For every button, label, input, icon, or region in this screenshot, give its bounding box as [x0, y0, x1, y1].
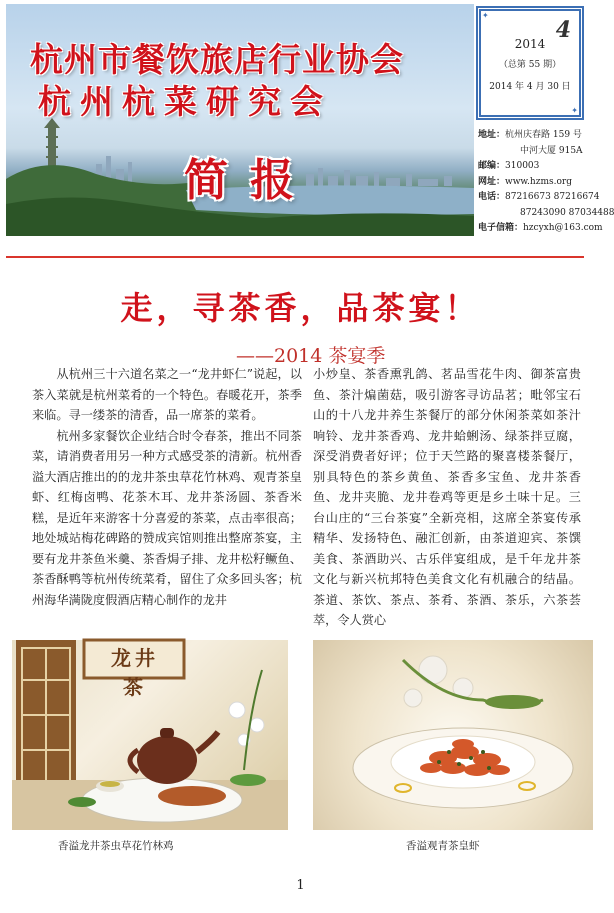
address-line-2: 中河大厦 915A	[520, 145, 583, 156]
page-number: 1	[296, 878, 305, 893]
issue-year: 2014	[514, 37, 546, 51]
tea-sign-text: 龙井茶	[111, 646, 159, 699]
email-label: 电子信箱：	[478, 223, 524, 233]
org-name-secondary: 杭州杭菜研究会	[38, 82, 332, 121]
photo-caption-shrimp: 香溢观青茶皇虾	[406, 840, 480, 852]
article-subheadline: ——2014 茶宴季	[236, 345, 386, 367]
article-column-right	[313, 364, 581, 631]
website-link[interactable]: www.hzms.org	[505, 176, 572, 187]
article-headline: 走，寻茶香，品茶宴！	[120, 289, 481, 327]
phone-label: 电话：	[478, 192, 506, 202]
issue-total-number: （总第 55 期）	[498, 60, 562, 70]
star-ornament-icon: ✦	[571, 106, 578, 115]
postcode-value: 310003	[505, 161, 540, 171]
issue-number: 4	[555, 17, 571, 43]
address-line-1: 杭州庆春路 159 号	[505, 130, 582, 140]
bulletin-title: 简报	[184, 155, 316, 206]
phone-numbers-2: 87243090 87034488	[520, 207, 614, 218]
email-row	[478, 221, 614, 237]
header-divider	[6, 256, 584, 258]
phone-numbers-1: 87216673 87216674	[505, 192, 600, 202]
article-paragraph: 杭州多家餐饮企业结合时令春茶，推出不同茶菜，请消费者用另一种方式感受茶的清新。杭州香溢大酒店推出的的龙井茶虫草花竹林鸡、观青茶皇虾、红梅卤鸭、花茶木耳、龙井茶汤圆、茶香米糕，是近年来游客十分喜爱的茶菜，点击率很高；地处城站梅花碑路的赞成宾馆则推出整席茶宴，主要有龙井茶鱼米羹、茶香焗子排、龙井松籽鳜鱼、茶香酥鸭等杭州传统菜肴，留住了众多回头客；杭州海华满陇度假酒店精心制作的龙井	[32, 428, 302, 607]
dish-photo-shrimp	[313, 640, 593, 830]
postcode-row	[478, 159, 614, 175]
shrimp-plate-illustration	[313, 640, 593, 830]
phone-row-2	[478, 206, 614, 222]
article-paragraph: 小炒皇、茶香熏乳鸽、茗品雪花牛肉、御茶富贵鱼、茶汁煸菌菇，吸引游客寻访品茗；毗邻宝石山的十八龙井养生茶餐厅的部分休闲茶菜如茶汁响铃、龙井茶香鸡、龙井蛤蜊汤、绿茶拌豆腐，深受消费者好评；位于天竺路的聚喜楼茶餐厅，别具特色的茶乡黄鱼、茶香多宝鱼、龙井茶香鱼、龙井夹脆、龙井卷鸡等更是乡土味十足。三台山庄的“三台茶宴”全新亮相，这席全茶宴传承精华、发扬特色、融汇创新，由茶道迎宾、茶馔美食、茶酒助兴、古乐伴宴组成，是千年龙井茶文化与新兴杭邦特色美食文化有机融合的结晶。茶道、茶饮、茶点、茶肴、茶酒、茶乐，六茶荟萃，令人赏心	[313, 367, 581, 627]
address-row-2	[478, 144, 614, 160]
header-banner	[6, 4, 474, 236]
article-paragraph: 从杭州三十六道名菜之一“龙井虾仁”说起，以茶入菜就是杭州菜肴的一个特色。春暖花开，茶季来临。寻一缕茶的清香，品一席茶的菜肴。	[32, 367, 302, 422]
email-link[interactable]: hzcyxh@163.com	[523, 223, 603, 233]
website-label: 网址：	[478, 176, 506, 187]
org-name-primary: 杭州市餐饮旅店行业协会	[30, 40, 404, 79]
dish-photo-chicken	[12, 640, 288, 830]
issue-date: 2014 年 4 月 30 日	[489, 82, 571, 92]
postcode-label: 邮编：	[478, 161, 506, 171]
phone-row	[478, 190, 614, 206]
address-row	[478, 128, 614, 144]
article-column-left	[32, 364, 302, 610]
website-row	[478, 175, 614, 191]
star-ornament-icon: ✦	[482, 11, 489, 20]
address-label: 地址：	[478, 130, 506, 140]
contact-info	[478, 128, 614, 237]
issue-info-box	[476, 6, 584, 120]
photo-caption-chicken: 香溢龙井茶虫草花竹林鸡	[58, 840, 174, 852]
